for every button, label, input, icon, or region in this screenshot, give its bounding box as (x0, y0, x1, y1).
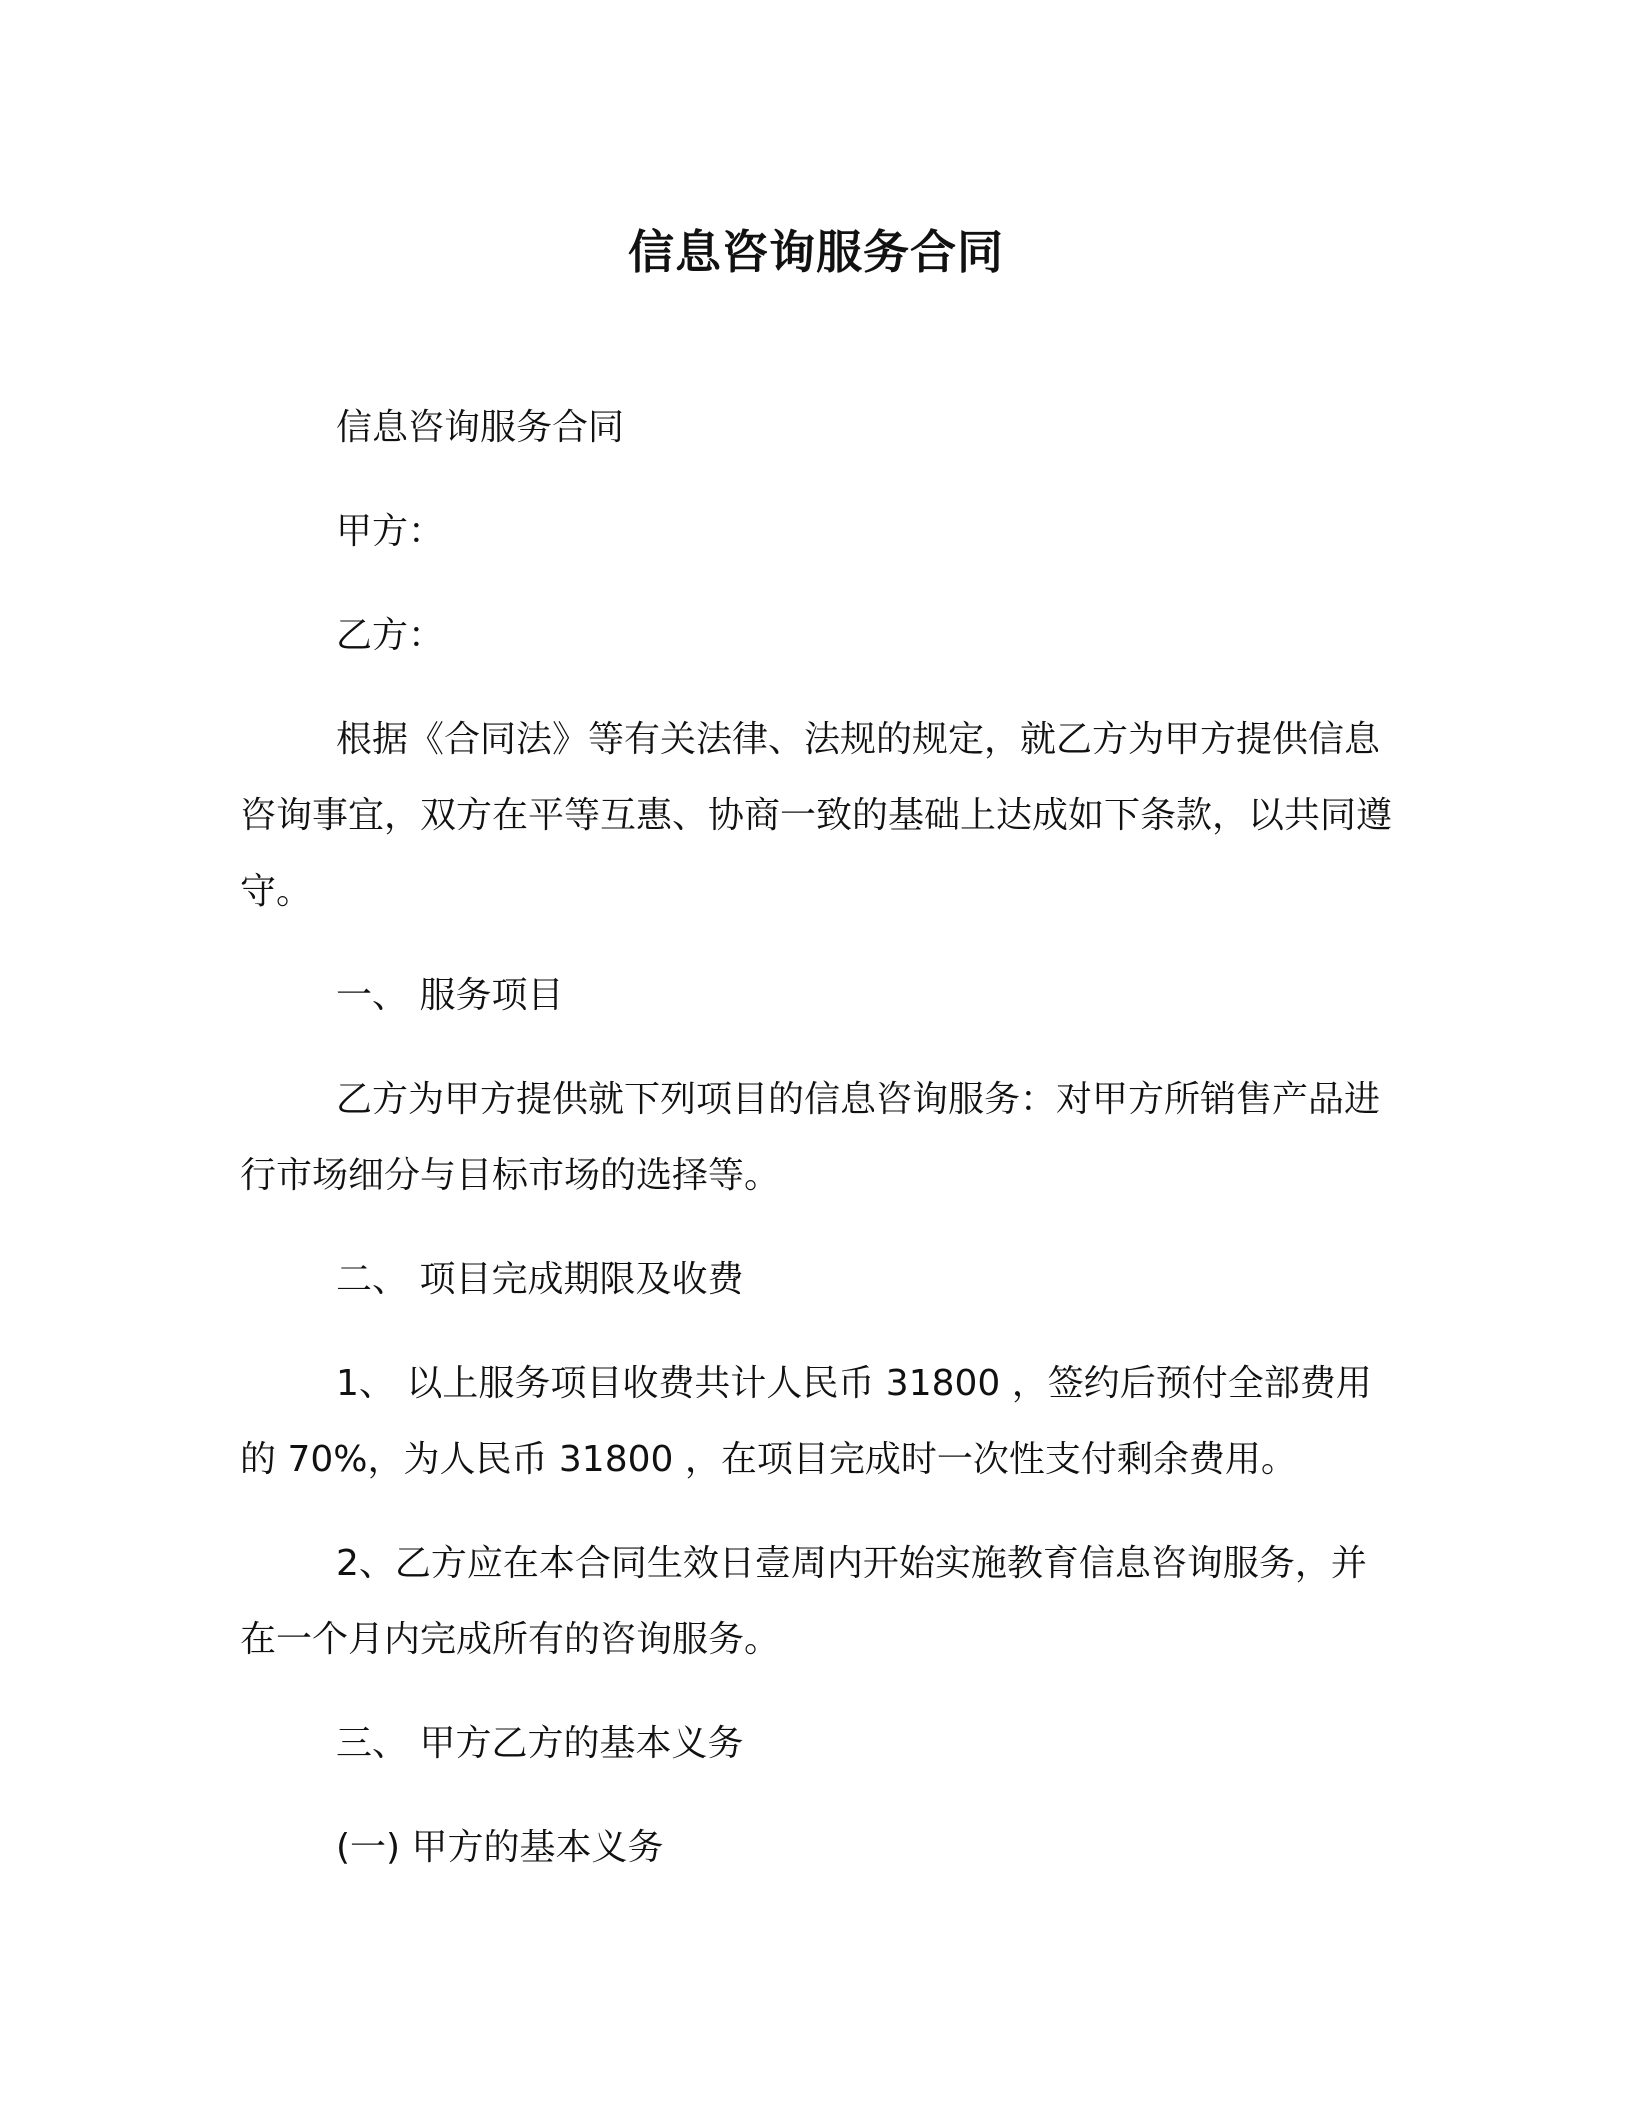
document-title: 信息咨询服务合同 (628, 225, 1004, 279)
section-heading-1: 一、 服务项目 (336, 975, 564, 1016)
paragraph-schedule-clause: 2、乙方应在本合同生效日壹周内开始实施教育信息咨询服务，并在一个月内完成所有的咨询服务。 (240, 1543, 1367, 1660)
paragraph-fee-clause: 1、 以上服务项目收费共计人民币 31800 ，签约后预付全部费用的 70%，为人民币 31800 ，在项目完成时一次性支付剩余费用。 (240, 1363, 1372, 1480)
paragraph-service-items: 乙方为甲方提供就下列项目的信息咨询服务：对甲方所销售产品进行市场细分与目标市场的选择等。 (240, 1079, 1381, 1196)
section-heading-3: 三、 甲方乙方的基本义务 (336, 1723, 744, 1764)
paragraph-preamble: 根据《合同法》等有关法律、法规的规定，就乙方为甲方提供信息咨询事宜，双方在平等互惠、协商一致的基础上达成如下条款，以共同遵守。 (240, 719, 1393, 912)
paragraph-subtitle: 信息咨询服务合同 (336, 407, 625, 448)
paragraph-party-b: 乙方： (336, 615, 445, 656)
paragraph-party-a: 甲方： (336, 511, 445, 552)
section-heading-2: 二、 项目完成期限及收费 (336, 1259, 744, 1300)
document-body (240, 390, 1392, 1914)
subsection-heading-1: (一) 甲方的基本义务 (336, 1827, 664, 1868)
